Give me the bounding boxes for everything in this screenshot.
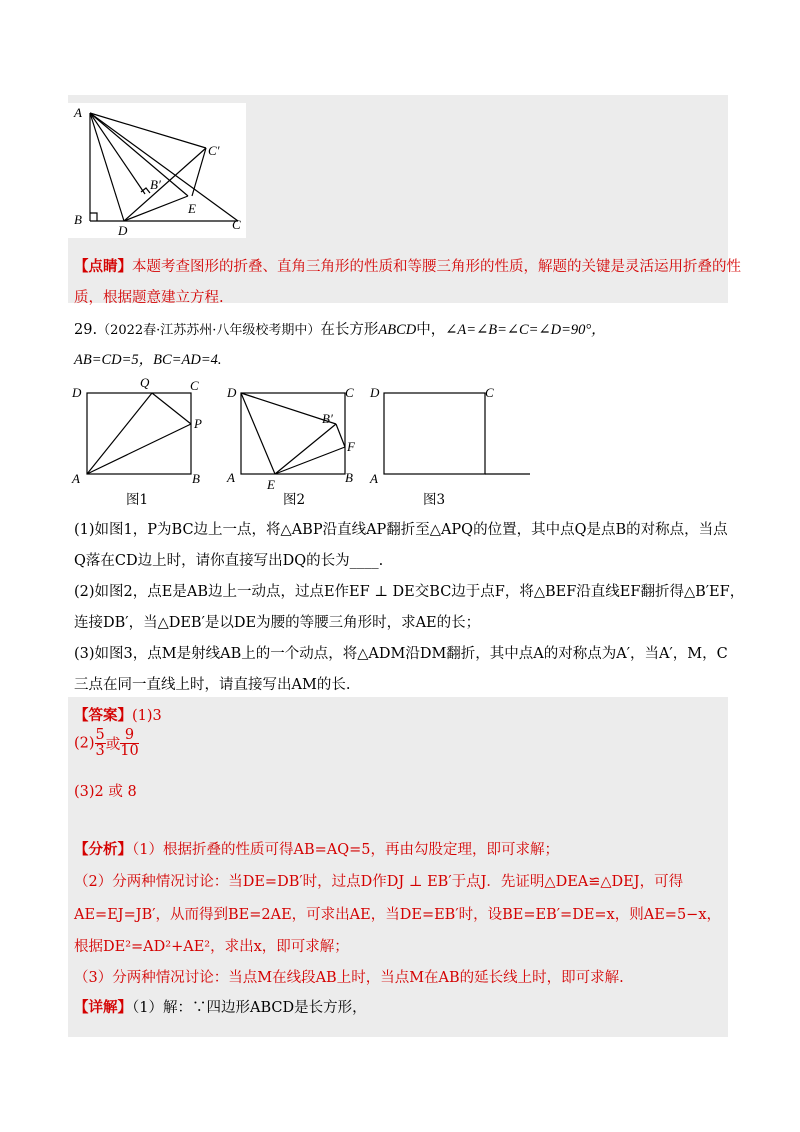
answer-frac-2 [120, 728, 138, 759]
problem-stem-line2: AB=CD=5，BC=AD=4. [74, 352, 222, 368]
analysis-line5: （3）分两种情况讨论：当点M在线段AB上时，当点M在AB的延长线上时，即可求解. [74, 970, 624, 986]
detail-text1: （1）解：∵四边形ABCD是长方形， [132, 1000, 367, 1016]
problem-text-b: 中， [416, 322, 446, 338]
fig3-label-D: D [370, 385, 380, 400]
figure-2 [225, 375, 365, 493]
fig0-label-C: C [232, 217, 241, 232]
answer-line3: (3)2 或 8 [74, 784, 137, 800]
fig1-label-A: A [72, 471, 80, 486]
fig0-label-D: D [118, 223, 128, 238]
analysis-line4: 根据DE²=AD²+AE²，求出x，即可求解； [74, 939, 349, 955]
answer-frac-1-den: 3 [95, 743, 105, 760]
problem-number: 29. [74, 322, 98, 338]
answer-frac-1-num: 5 [95, 727, 105, 743]
dianjing-text1: 本题考查图形的折叠、直角三角形的性质和等腰三角形的性质，解题的关键是灵活运用折叠的性 [132, 259, 741, 275]
answer-line2 [74, 728, 139, 759]
problem-stem-line1 [74, 318, 606, 339]
answer-a2-prefix: (2) [74, 735, 95, 752]
detail-line1 [74, 996, 367, 1017]
fig3-label-A: A [370, 471, 378, 486]
analysis-line3: AE=EJ=JB′，从而得到BE=2AE，可求出AE，当DE=EB′时，设BE=EB′=DE=x，则AE=5−x， [74, 907, 721, 923]
q2-line1: (2)如图2，点E是AB边上一动点，过点E作EF ⊥ DE交BC边于点F，将△BEF沿直线EF翻折得△B′EF， [74, 584, 745, 600]
dianjing-line2: 质，根据题意建立方程. [74, 290, 224, 306]
analysis-line1 [74, 838, 559, 859]
problem-angles: ∠A=∠B=∠C=∠D=90°， [445, 322, 606, 338]
figure-3 [368, 375, 534, 487]
fig2-label-A: A [227, 470, 235, 485]
figure-1 [70, 375, 210, 487]
dianjing-line1 [74, 255, 741, 276]
fig0-label-Bp: B′ [150, 177, 161, 192]
fig0-label-B: B [74, 212, 82, 227]
answer-frac-1 [95, 728, 106, 759]
analysis-tag: 【分析】 [74, 841, 132, 858]
q1-line2: Q落在CD边上时，请你直接写出DQ的长为____. [74, 553, 384, 569]
fig2-label-D: D [227, 385, 237, 400]
detail-tag: 【详解】 [74, 999, 132, 1016]
fig1-label-B: B [192, 471, 200, 486]
fig0-label-Cp: C′ [208, 143, 220, 158]
fig3-label-C: C [485, 385, 494, 400]
answer-frac-2-den: 10 [120, 743, 139, 760]
dianjing-tag: 【点睛】 [74, 258, 132, 275]
fig0-label-A: A [74, 105, 82, 120]
answer-or: 或 [105, 737, 121, 754]
q3-line2: 三点在同一直线上时，请直接写出AM的长. [74, 677, 351, 693]
fig2-label-Bp: B′ [322, 411, 333, 426]
fig1-label-Q: Q [140, 375, 150, 390]
answer-line1 [74, 704, 162, 725]
fig2-label-C: C [345, 385, 354, 400]
figure-2-caption: 图2 [283, 492, 306, 508]
fig2-label-E: E [267, 477, 275, 492]
fig2-label-F: F [347, 439, 355, 454]
answer-tag: 【答案】 [74, 707, 132, 724]
q2-line2: 连接DB′，当△DEB′是以DE为腰的等腰三角形时，求AE的长； [74, 615, 481, 631]
fig1-label-D: D [72, 385, 82, 400]
fig1-label-P: P [194, 416, 202, 431]
fig0-label-E: E [188, 201, 196, 216]
analysis-text1: （1）根据折叠的性质可得AB=AQ=5，再由勾股定理，即可求解； [132, 842, 559, 858]
figure-1-caption: 图1 [126, 492, 149, 508]
answer-frac-2-num: 9 [120, 728, 138, 744]
problem-text-a: 在长方形 [320, 322, 379, 338]
top-figure [68, 103, 246, 238]
problem-rect: ABCD [378, 322, 417, 338]
q1-line1: (1)如图1，P为BC边上一点，将△ABP沿直线AP翻折至△APQ的位置，其中点Q是点B的对称点，当点 [74, 522, 728, 538]
answer-a1: (1)3 [132, 708, 162, 724]
problem-source: （2022春·江苏苏州·八年级校考期中） [97, 323, 321, 338]
q3-line1: (3)如图3，点M是射线AB上的一个动点，将△ADM沿DM翻折，其中点A的对称点为A′，当A′，M，C [74, 646, 728, 662]
fig2-label-B: B [345, 470, 353, 485]
fig1-label-C: C [190, 378, 199, 393]
figure-3-caption: 图3 [423, 492, 446, 508]
analysis-line2: （2）分两种情况讨论：当DE=DB′时，过点D作DJ ⊥ EB′于点J．先证明△DEA≌△DEJ，可得 [74, 874, 684, 890]
